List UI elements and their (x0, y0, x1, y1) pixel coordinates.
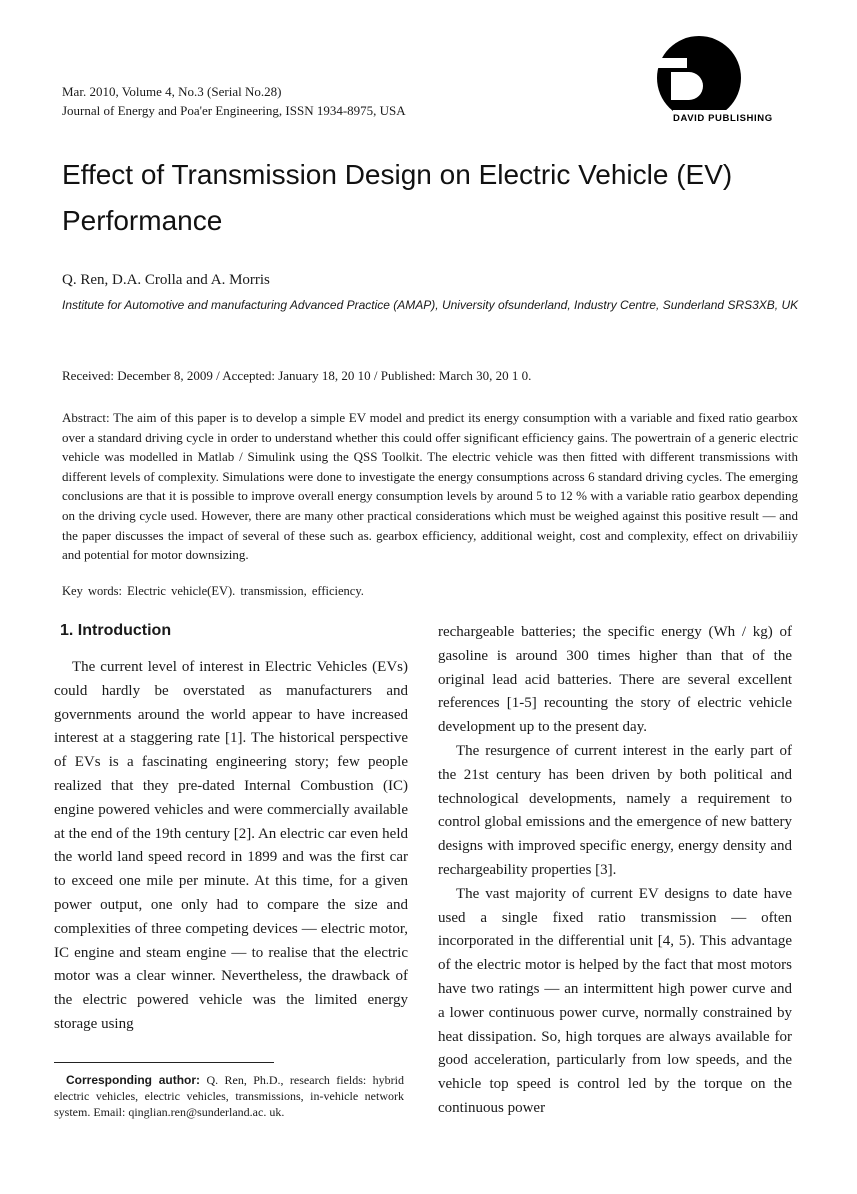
footnote-text: Q. Ren, Ph.D., research fields: hybrid electric vehicles, electric vehicles, transmissions, in-vehicle network system. Email: qinglian.ren@sunderland.ac. uk. (54, 1073, 404, 1119)
issue-line: Mar. 2010, Volume 4, No.3 (Serial No.28) (62, 84, 282, 99)
left-column (54, 656, 408, 1037)
abstract: Abstract: The aim of this paper is to develop a simple EV model and predict its energy consumption with a variable and fixed ratio gearbox over a standard driving cycle in order to understand whether this could offer significant efficiency gains. The powertrain of a generic electric vehicle was modelled in Matlab / Simulink using the QSS Toolkit. The electric vehicle was then fitted with different transmissions with different levels of complexity. Simulations were done to investigate the energy consumptions across 6 standard driving cycles. The emerging conclusions are that it is possible to improve overall energy consumption levels by around 5 to 12 % with a variable ratio gearbox depending on the driving cycle used. However, there are many other practical considerations which must be weighed against this positive result — and the paper discusses the impact of several of these such as. gearbox efficiency, additional weight, cost and complexity, effect on drivabiliiy and potential for motor downsizing. (62, 410, 798, 563)
received-dates: Received: December 8, 2009 / Accepted: January 18, 20 10 / Published: March 30, 20 1 0. (62, 368, 532, 383)
section-heading-introduction: 1. Introduction (60, 622, 172, 639)
affiliation: Institute for Automotive and manufacturing Advanced Practice (AMAP), University ofsunderland, Industry Centre, Sunderland SRS3XB, UK (62, 298, 799, 312)
keywords: Key words: Electric vehicle(EV). transmission, efficiency. (62, 584, 364, 598)
paragraph: The current level of interest in Electric Vehicles (EVs) could hardly be overstated as manufacturers and governments around the world appear to have increased interest at a staggering rate [1]. The historical perspective of EVs is a fascinating engineering story; few people realized that they pre-dated Internal Combustion (IC) engine powered vehicles and were commercially available at the end of the 19th century [2]. An electric car even held the world land speed record in 1899 and was the first car to exceed one mile per minute. At this time, for a given power output, one only had to compare the size and complexities of three competing devices — electric motor, IC engine and steam engine — to realise that the electric motor was a clear winner. Nevertheless, the drawback of the electric powered vehicle was the limited energy storage using (54, 659, 408, 1032)
footnote (54, 1072, 404, 1120)
right-column (438, 621, 792, 1121)
paragraph: The vast majority of current EV designs to date have used a single fixed ratio transmission — often incorporated in the differential unit [4, 5). This advantage of the electric motor is helped by the fact that most motors have two ratings — an intermittent high power curve and a lower continuous power curve, normally constrained by heat dissipation. So, high torques are always available for good acceleration, particularly from low speeds, and the vehicle top speed is control led by the torque on the continuous power (438, 885, 792, 1116)
footnote-label: Corresponding author: (66, 1073, 201, 1087)
paragraph: The resurgence of current interest in the early part of the 21st century has been driven by both political and technological developments, namely a requirement to control global emissions and the emergence of new battery designs with improved specific energy, energy density and rechargeability properties [3]. (438, 742, 792, 878)
authors: Q. Ren, D.A. Crolla and A. Morris (62, 272, 270, 288)
journal-line: Journal of Energy and Poa'er Engineering, ISSN 1934-8975, USA (62, 103, 406, 118)
david-publishing-logo (645, 36, 805, 136)
paper-title: Effect of Transmission Design on Electric Vehicle (EV) Performance (62, 159, 733, 236)
paragraph: rechargeable batteries; the specific energy (Wh / kg) of gasoline is around 300 times higher than that of the original lead acid batteries. There are several excellent references [1-5] recounting the story of electric vehicle development up to the present day. (438, 624, 792, 736)
logo-text: DAVID PUBLISHING (673, 113, 773, 124)
footnote-divider (54, 1062, 274, 1063)
journal-header (62, 82, 406, 120)
